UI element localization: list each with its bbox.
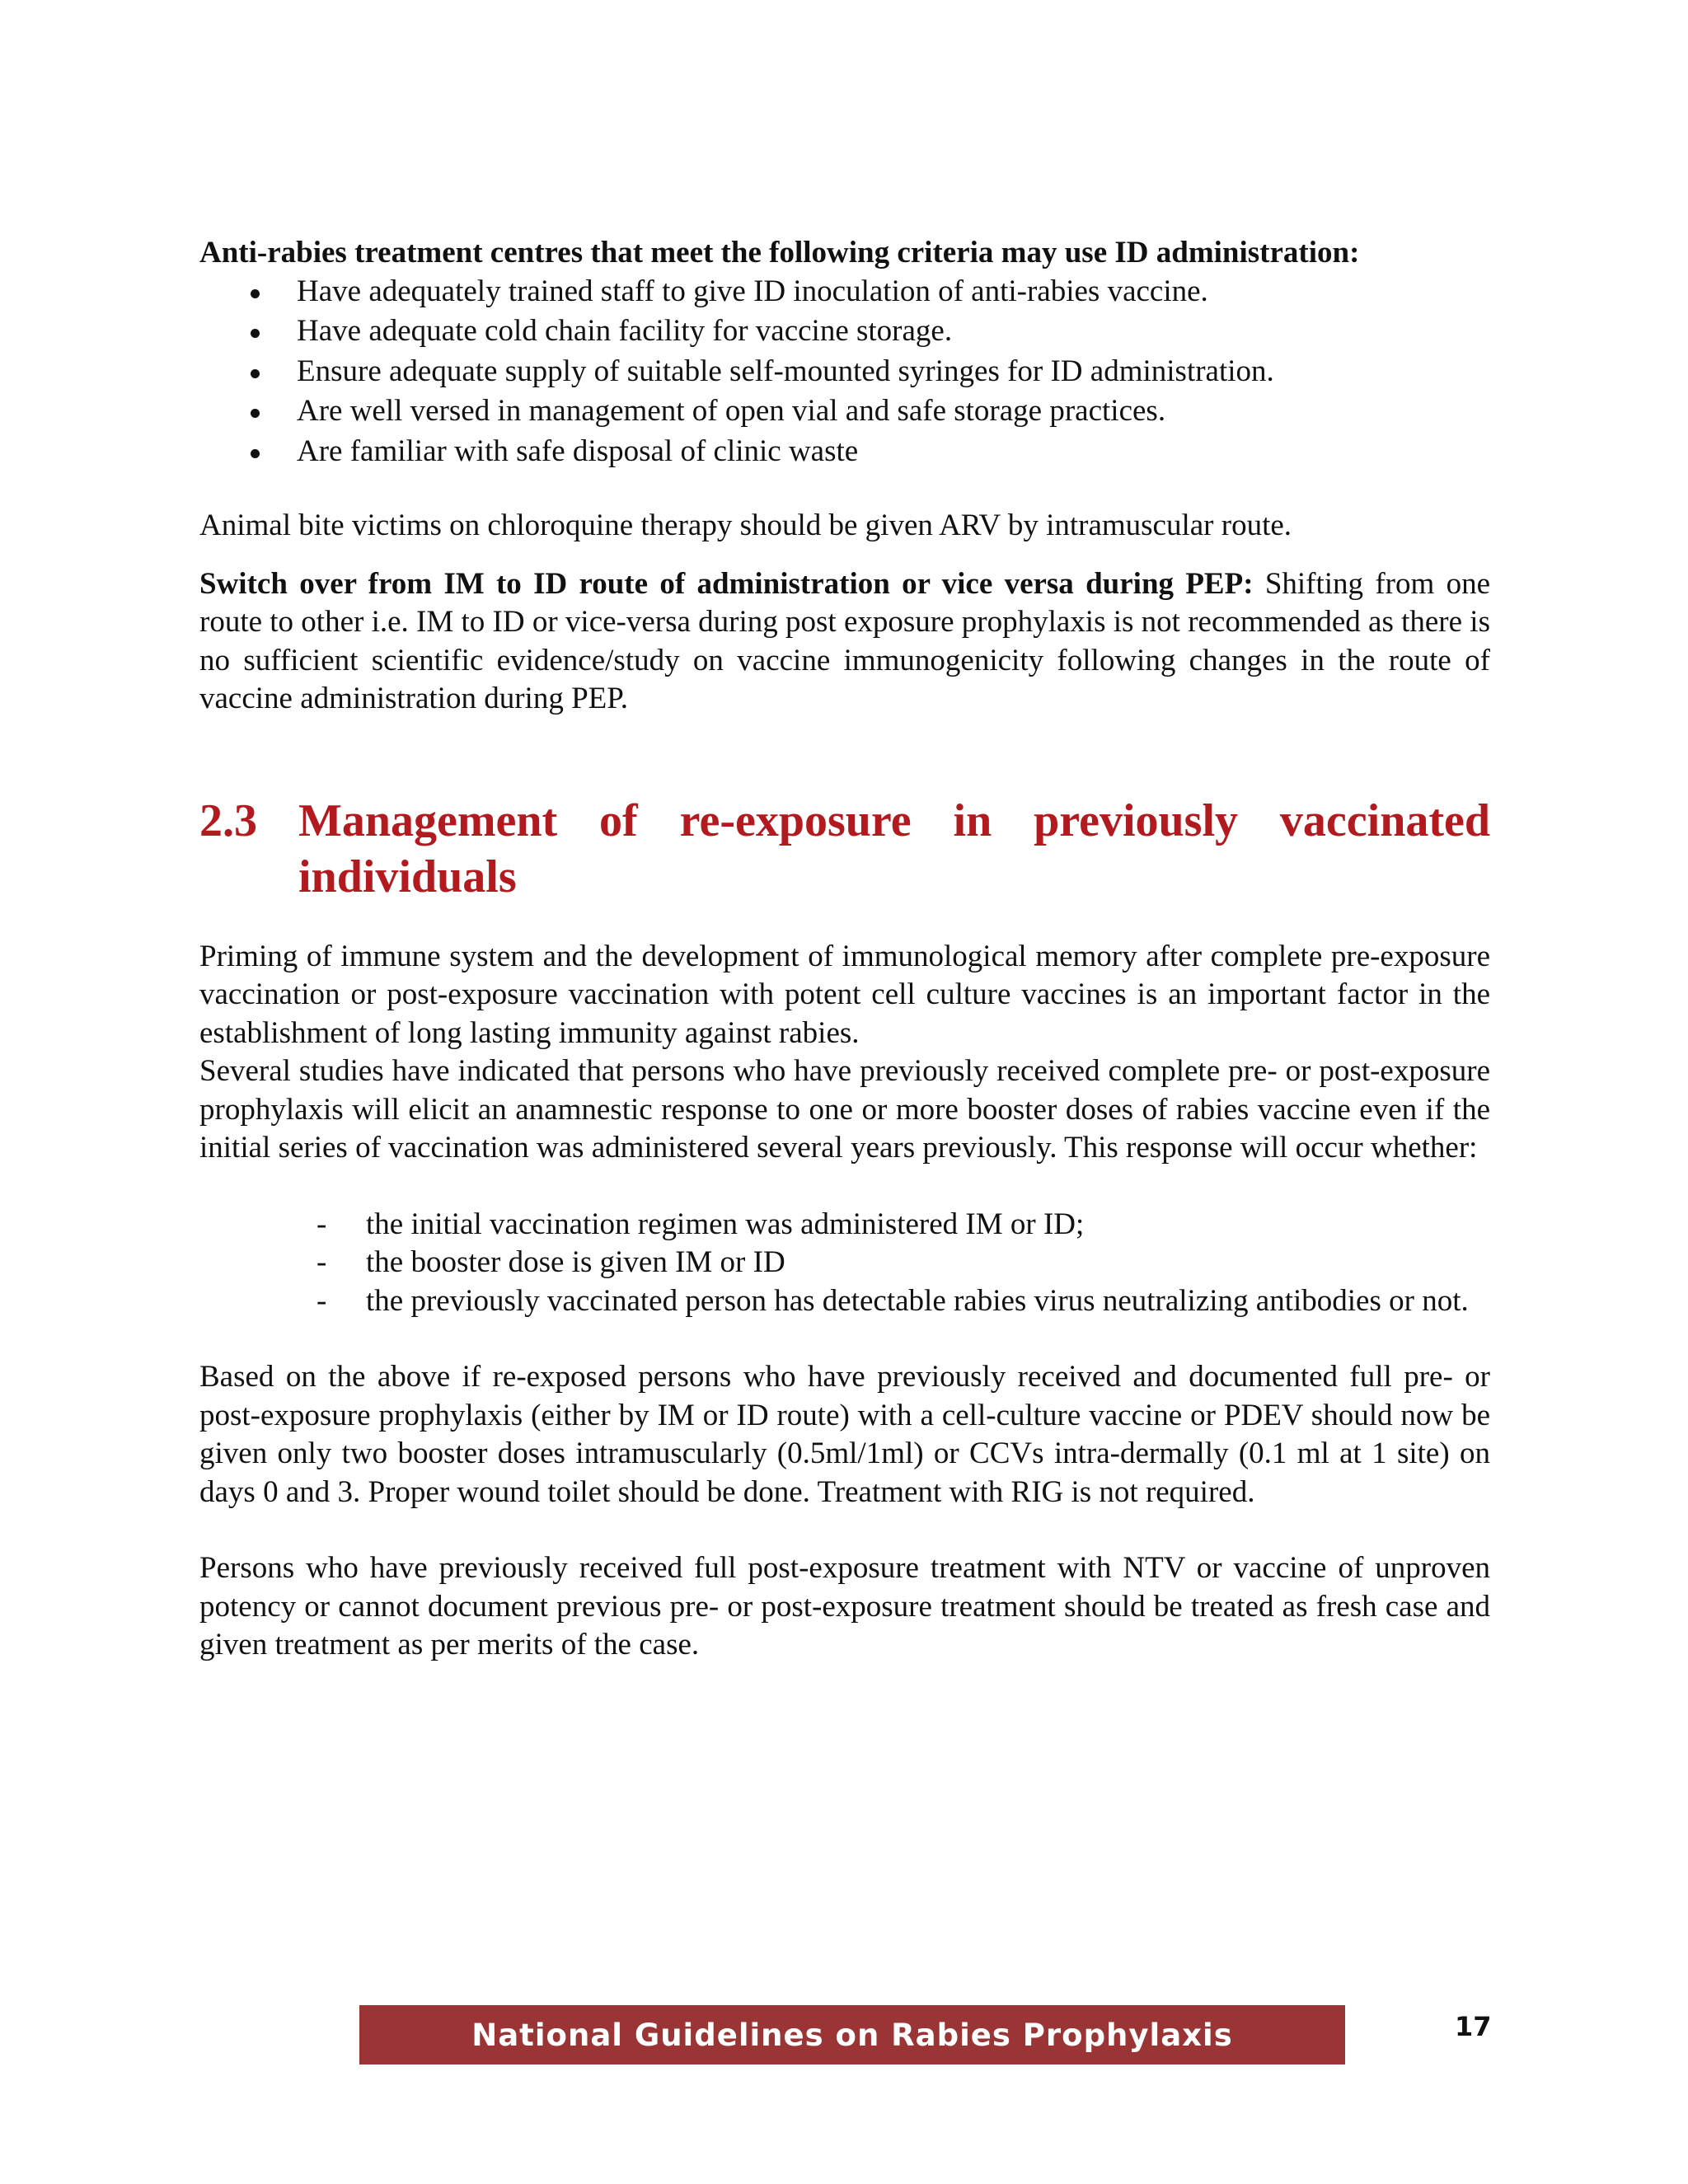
list-item bbox=[251, 392, 1490, 431]
studies-paragraph: Several studies have indicated that persons who have previously received complete pre- or post-exposure prophylaxis will elicit an anamnestic response to one or more booster doses of rabies vaccine even if the initial series of vaccination was administered several years previously. This response will occur whether: bbox=[199, 1054, 1490, 1165]
criteria-list bbox=[199, 273, 1490, 471]
persons-paragraph: Persons who have previously received full post-exposure treatment with NTV or vaccine of unproven potency or cannot document previous pre- or post-exposure treatment should be treated as fresh case and given treatment as per merits of the case. bbox=[199, 1551, 1490, 1661]
dash-icon: - bbox=[316, 1207, 327, 1241]
list-item bbox=[251, 433, 1490, 471]
switch-text: Shifting from one route to other i.e. IM to ID or vice-versa during post exposure prophylaxis is not recommended as there is no sufficient scientific evidence/study on vaccine immunogenicity following changes in the route of vaccine administration during PEP. bbox=[199, 566, 1490, 715]
dash-icon: - bbox=[316, 1245, 327, 1279]
page-number: 17 bbox=[1455, 2011, 1492, 2042]
priming-paragraph: Priming of immune system and the development of immunological memory after complete pre-exposure vaccination or post-exposure vaccination with potent cell culture vaccines is an important factor in the establishment of long lasting immunity against rabies. bbox=[199, 939, 1490, 1050]
bullet-icon bbox=[251, 329, 260, 338]
criteria-item-text: Have adequate cold chain facility for vaccine storage. bbox=[297, 314, 953, 348]
bullet-icon bbox=[251, 409, 260, 418]
criteria-item-text: Have adequately trained staff to give ID inoculation of anti-rabies vaccine. bbox=[297, 274, 1208, 308]
switch-paragraph bbox=[199, 565, 1490, 719]
condition-text: the initial vaccination regimen was administered IM or ID; bbox=[366, 1207, 1085, 1241]
criteria-item-text: Are well versed in management of open vial and safe storage practices. bbox=[297, 394, 1166, 428]
condition-text: the previously vaccinated person has detectable rabies virus neutralizing antibodies or not. bbox=[366, 1283, 1469, 1318]
based-on-paragraph: Based on the above if re-exposed persons who have previously received and documented full pre- or post-exposure prophylaxis (either by IM or ID route) with a cell-culture vaccine or PDEV should now be given only two booster doses intramuscularly (0.5ml/1ml) or CCVs intra-dermally (0.1 ml at 1 site) on days 0 and 3. Proper wound toilet should be done. Treatment with RIG is not required. bbox=[199, 1360, 1490, 1509]
conditions-list bbox=[199, 1206, 1490, 1321]
criteria-item-text: Are familiar with safe disposal of clinic waste bbox=[297, 434, 859, 468]
section-number: 2.3 bbox=[199, 794, 257, 846]
dash-icon: - bbox=[316, 1283, 327, 1318]
chloroquine-paragraph: Animal bite victims on chloroquine therapy should be given ARV by intramuscular route. bbox=[199, 509, 1292, 542]
section-heading bbox=[199, 793, 1490, 905]
list-item bbox=[316, 1282, 1490, 1321]
section-title: Management of re-exposure in previously vaccinated individuals bbox=[298, 794, 1490, 902]
criteria-item-text: Ensure adequate supply of suitable self-mounted syringes for ID administration. bbox=[297, 354, 1274, 388]
bullet-icon bbox=[251, 449, 260, 458]
page-content bbox=[199, 234, 1490, 1665]
list-item bbox=[251, 273, 1490, 312]
bullet-icon bbox=[251, 289, 260, 298]
switch-lead: Switch over from IM to ID route of administration or vice versa during PEP: bbox=[199, 566, 1254, 601]
list-item bbox=[316, 1244, 1490, 1282]
list-item bbox=[251, 312, 1490, 351]
criteria-heading: Anti-rabies treatment centres that meet the following criteria may use ID administration: bbox=[199, 236, 1360, 269]
list-item bbox=[251, 353, 1490, 391]
bullet-icon bbox=[251, 369, 260, 378]
list-item bbox=[316, 1206, 1490, 1244]
footer-title-bar bbox=[359, 2005, 1345, 2064]
condition-text: the booster dose is given IM or ID bbox=[366, 1245, 785, 1279]
footer-title: National Guidelines on Rabies Prophylaxis bbox=[471, 2017, 1233, 2053]
